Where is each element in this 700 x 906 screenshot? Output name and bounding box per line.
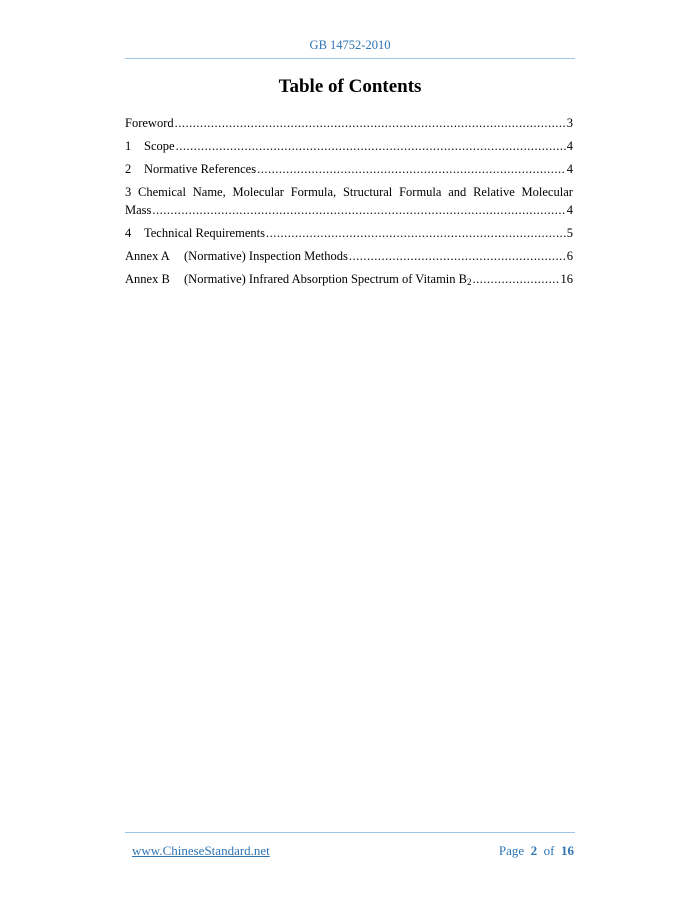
toc-entry-chemical-name[interactable]	[125, 185, 573, 218]
toc-word: and	[448, 185, 467, 199]
toc-leader-dots	[175, 116, 566, 131]
toc-word: Formula,	[290, 185, 337, 199]
toc-word: Relative	[473, 185, 515, 199]
footer-divider	[125, 832, 575, 833]
toc-entry-number: 2	[125, 162, 132, 176]
toc-entry-label-text: (Normative) Infrared Absorption Spectrum of Vitamin B	[184, 272, 467, 286]
toc-entry-page: 16	[560, 272, 573, 286]
toc-entry-label	[184, 272, 471, 287]
toc-entry-scope[interactable]	[125, 139, 573, 154]
toc-entry-annex-a[interactable]	[125, 249, 573, 264]
toc-entry-label-line1	[125, 185, 573, 200]
table-of-contents	[125, 116, 573, 295]
toc-entry-label: Mass	[125, 203, 152, 217]
toc-word: Name,	[192, 185, 226, 199]
toc-entry-label: Scope	[144, 139, 175, 153]
toc-word: Formula	[399, 185, 442, 199]
toc-entry-technical-requirements[interactable]	[125, 226, 573, 241]
header-divider	[125, 58, 575, 59]
toc-entry-normative-references[interactable]	[125, 162, 573, 177]
toc-entry-number: Annex A	[125, 249, 170, 263]
toc-leader-dots	[472, 272, 559, 287]
toc-entry-label: Foreword	[125, 116, 174, 130]
toc-word: Structural	[342, 185, 393, 199]
toc-entry-number: 3	[125, 185, 132, 199]
website-link[interactable]: www.ChineseStandard.net	[132, 843, 270, 858]
toc-entry-page: 3	[566, 116, 573, 130]
toc-entry-label: (Normative) Inspection Methods	[184, 249, 348, 263]
toc-entry-number: Annex B	[125, 272, 170, 286]
toc-leader-dots	[152, 203, 565, 218]
page-indicator	[499, 843, 574, 859]
toc-entry-annex-b[interactable]	[125, 272, 573, 287]
toc-word: Chemical	[138, 185, 186, 199]
toc-entry-number: 4	[125, 226, 132, 240]
page-of: of	[543, 843, 555, 858]
header-doc-id: GB 14752-2010	[309, 38, 391, 52]
page-prefix: Page	[498, 843, 525, 858]
toc-entry-page: 4	[566, 203, 573, 217]
toc-entry-foreword[interactable]	[125, 116, 573, 131]
toc-word: Molecular	[232, 185, 284, 199]
toc-leader-dots	[266, 226, 566, 241]
toc-entry-page: 6	[566, 249, 573, 263]
toc-leader-dots	[257, 162, 566, 177]
toc-leader-dots	[176, 139, 566, 154]
page-total: 16	[561, 843, 574, 858]
toc-word: Molecular	[521, 185, 573, 199]
toc-entry-page: 4	[566, 162, 573, 176]
toc-entry-label: Technical Requirements	[144, 226, 265, 240]
toc-leader-dots	[349, 249, 566, 264]
toc-entry-page: 5	[566, 226, 573, 240]
page-current: 2	[530, 843, 538, 858]
toc-entry-label: Normative References	[144, 162, 257, 176]
toc-entry-label-line2	[125, 203, 573, 218]
toc-entry-number: 1	[125, 139, 132, 153]
toc-title: Table of Contents	[278, 76, 422, 97]
toc-entry-page: 4	[566, 139, 573, 153]
subscript: 2	[466, 277, 472, 287]
